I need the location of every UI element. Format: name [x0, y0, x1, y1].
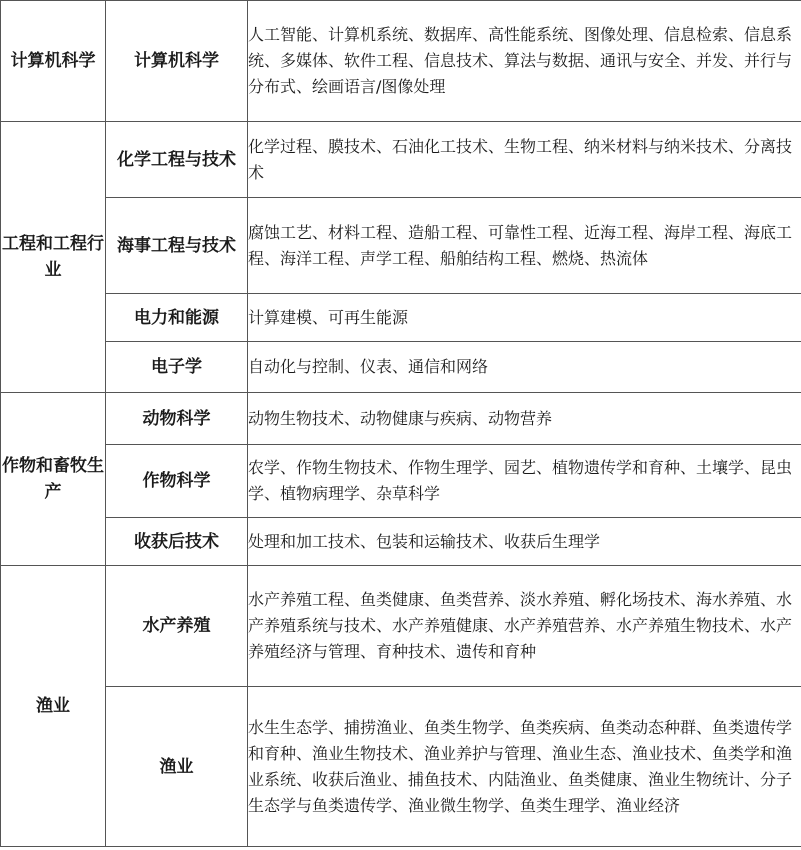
table-row: [1, 566, 801, 687]
field-cell: 作物和畜牧生产: [1, 393, 106, 566]
subfield-cell: 水产养殖: [106, 566, 248, 687]
topics-cell: 水生生态学、捕捞渔业、鱼类生物学、鱼类疾病、鱼类动态种群、鱼类遗传学和育种、渔业生物技术、渔业养护与管理、渔业生态、渔业技术、鱼类学和渔业系统、收获后渔业、捕鱼技术、内陆渔业、鱼类健康、渔业生物统计、分子生态学与鱼类遗传学、渔业微生物学、鱼类生理学、渔业经济: [248, 687, 801, 847]
subfield-cell: 计算机科学: [106, 1, 248, 122]
topics-cell: 化学过程、膜技术、石油化工技术、生物工程、纳米材料与纳米技术、分离技术: [248, 122, 801, 198]
topics-cell: 自动化与控制、仪表、通信和网络: [248, 342, 801, 393]
topics-cell: 动物生物技术、动物健康与疾病、动物营养: [248, 393, 801, 445]
table-row: [1, 1, 801, 122]
topics-cell: 处理和加工技术、包装和运输技术、收获后生理学: [248, 518, 801, 566]
topics-cell: 腐蚀工艺、材料工程、造船工程、可靠性工程、近海工程、海岸工程、海底工程、海洋工程、声学工程、船舶结构工程、燃烧、热流体: [248, 198, 801, 294]
table-row: [1, 294, 801, 342]
topics-cell: 农学、作物生物技术、作物生理学、园艺、植物遗传学和育种、土壤学、昆虫学、植物病理学、杂草科学: [248, 445, 801, 518]
topics-cell: 计算建模、可再生能源: [248, 294, 801, 342]
table-row: [1, 342, 801, 393]
subfield-cell: 渔业: [106, 687, 248, 847]
table-row: [1, 445, 801, 518]
table-row: [1, 122, 801, 198]
subfield-cell: 电力和能源: [106, 294, 248, 342]
subfield-cell: 作物科学: [106, 445, 248, 518]
subfield-cell: 电子学: [106, 342, 248, 393]
table-row: [1, 687, 801, 847]
subfield-cell: 化学工程与技术: [106, 122, 248, 198]
table-row: [1, 198, 801, 294]
field-cell: 计算机科学: [1, 1, 106, 122]
topics-cell: 人工智能、计算机系统、数据库、高性能系统、图像处理、信息检索、信息系统、多媒体、软件工程、信息技术、算法与数据、通讯与安全、并发、并行与分布式、绘画语言/图像处理: [248, 1, 801, 122]
subfield-cell: 海事工程与技术: [106, 198, 248, 294]
topics-cell: 水产养殖工程、鱼类健康、鱼类营养、淡水养殖、孵化场技术、海水养殖、水产养殖系统与技术、水产养殖健康、水产养殖营养、水产养殖生物技术、水产养殖经济与管理、育种技术、遗传和育种: [248, 566, 801, 687]
subfield-cell: 收获后技术: [106, 518, 248, 566]
field-cell: 渔业: [1, 566, 106, 847]
table-row: [1, 393, 801, 445]
subfield-cell: 动物科学: [106, 393, 248, 445]
field-cell: 工程和工程行业: [1, 122, 106, 393]
table-row: [1, 518, 801, 566]
